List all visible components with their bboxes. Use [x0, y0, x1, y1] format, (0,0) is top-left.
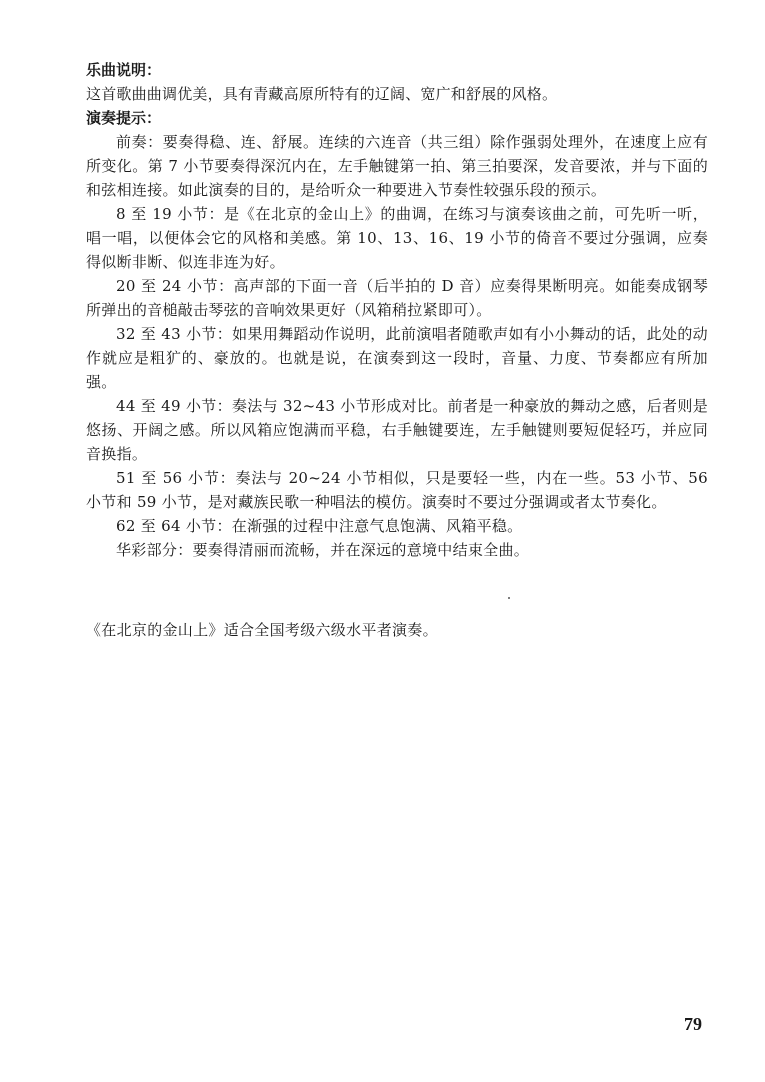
- page-content: [86, 58, 708, 562]
- tip-paragraph-bars-62-64: 62 至 64 小节：在渐强的过程中注意气息饱满、风箱平稳。: [116, 517, 523, 535]
- section-heading-music-description: 乐曲说明：: [86, 61, 162, 79]
- tip-paragraph-bars-32-43: 32 至 43 小节：如果用舞蹈动作说明，此前演唱者随歌声如有小小舞动的话，此处的动作就应是粗犷的、豪放的。也就是说，在演奏到这一段时，音量、力度、节奏都应有所加强。: [86, 325, 708, 391]
- scan-artifact-dot: [508, 597, 510, 599]
- tip-paragraph-bars-51-56: 51 至 56 小节：奏法与 20~24 小节相似，只是要轻一些，内在一些。53 小节、56 小节和 59 小节，是对藏族民歌一种唱法的模仿。演奏时不要过分强调或者太节奏化。: [86, 469, 708, 511]
- section-heading-performance-tips: 演奏提示：: [86, 109, 162, 127]
- tip-paragraph-bars-8-19: 8 至 19 小节：是《在北京的金山上》的曲调，在练习与演奏该曲之前，可先听一听，唱一唱，以便体会它的风格和美感。第 10、13、16、19 小节的倚音不要过分强调，应奏得似断非断、似连非连为好。: [86, 205, 708, 271]
- footnote: 《在北京的金山上》适合全国考级六级水平者演奏。: [86, 621, 438, 639]
- page-number: 79: [684, 1014, 702, 1034]
- tip-paragraph-bars-20-24: 20 至 24 小节：高声部的下面一音（后半拍的 D 音）应奏得果断明亮。如能奏成钢琴所弹出的音槌敲击琴弦的音响效果更好（风箱稍拉紧即可）。: [86, 277, 708, 319]
- tip-paragraph-cadenza: 华彩部分：要奏得清丽而流畅，并在深远的意境中结束全曲。: [116, 541, 530, 559]
- tip-paragraph-bars-44-49: 44 至 49 小节：奏法与 32~43 小节形成对比。前者是一种豪放的舞动之感，后者则是悠扬、开阔之感。所以风箱应饱满而平稳，右手触键要连，左手触键则要短促轻巧，并应同音换指。: [86, 397, 708, 463]
- music-description-paragraph: 这首歌曲曲调优美，具有青藏高原所特有的辽阔、宽广和舒展的风格。: [86, 85, 558, 103]
- tip-paragraph-prelude: 前奏：要奏得稳、连、舒展。连续的六连音（共三组）除作强弱处理外，在速度上应有所变化。第 7 小节要奏得深沉内在，左手触键第一拍、第三拍要深，发音要浓，并与下面的和弦相连接。如此演奏的目的，是给听众一种要进入节奏性较强乐段的预示。: [86, 133, 708, 199]
